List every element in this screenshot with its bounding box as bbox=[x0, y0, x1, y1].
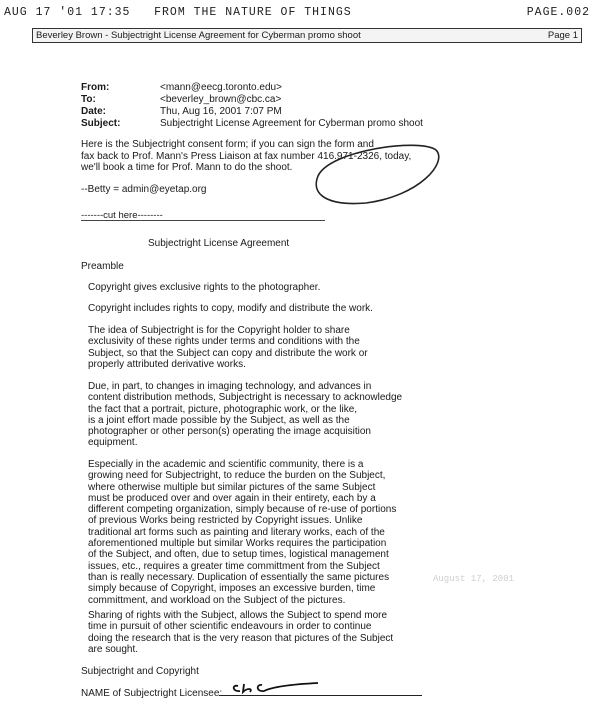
section-heading: Subjectright and Copyright bbox=[81, 666, 199, 677]
paragraph-3 bbox=[88, 325, 388, 370]
paragraph-line: traditional art forms such as painting and literary works, each of the bbox=[88, 526, 385, 538]
fax-header-sender: AUG 17 '01 17:35 FROM THE NATURE OF THINGS bbox=[4, 6, 352, 19]
paragraph-line: must be produced over and over again in their entirety, each by a bbox=[88, 492, 376, 504]
banner-title: Beverley Brown - Subjectright License Agreement for Cyberman promo shoot bbox=[36, 30, 361, 41]
paragraph-line: the fact that a portrait, picture, photographic work, or the like, bbox=[88, 403, 358, 415]
paragraph-line: of previous Works being restricted by Copyright issues. Unlike bbox=[88, 515, 363, 527]
to-value: <beverley_brown@cbc.ca> bbox=[160, 94, 282, 105]
handwritten-signature bbox=[228, 674, 324, 696]
paragraph-line: Subject, so that the Subject can copy and distribute the work or bbox=[88, 347, 368, 359]
intro-line: we'll book a time for Prof. Mann to do the shoot. bbox=[81, 162, 293, 173]
paragraph-line: Due, in part, to changes in imaging technology, and advances in bbox=[88, 381, 372, 392]
intro-line: fax back to Prof. Mann's Press Liaison at fax number 416.971-2326, today, bbox=[81, 150, 412, 162]
paragraph-4 bbox=[88, 381, 428, 449]
paragraph-line: where otherwise multiple but similar pictures of the same Subject bbox=[88, 481, 376, 493]
paragraph-line: different competing organization, simply because of re-use of portions bbox=[88, 504, 397, 516]
paragraph-line: Especially in the academic and scientific community, there is a bbox=[88, 459, 364, 470]
paragraph-line: issues, etc., requires a greater time committment from the Subject bbox=[88, 560, 380, 572]
date-label: Date: bbox=[81, 106, 107, 117]
paragraph-line: The idea of Subjectright is for the Copyright holder to share bbox=[88, 325, 350, 336]
paragraph-line: of the Subject, and often, due to setup times, logistical management bbox=[88, 549, 389, 561]
to-label: To: bbox=[81, 94, 96, 105]
from-label: From: bbox=[81, 82, 110, 93]
date-value: Thu, Aug 16, 2001 7:07 PM bbox=[160, 106, 282, 117]
paragraph-line: photographer or other person(s) operating the image acquisition bbox=[88, 426, 371, 438]
paragraph-line: content distribution methods, Subjectright is necessary to acknowledge bbox=[88, 392, 403, 404]
paragraph-1: Copyright gives exclusive rights to the photographer. bbox=[88, 282, 321, 293]
paragraph-line: exclusivity of these rights under terms and conditions with the bbox=[88, 336, 360, 348]
paragraph-line: time in pursuit of other scientific endeavours in order to continue bbox=[88, 621, 372, 633]
preamble-heading: Preamble bbox=[81, 261, 124, 272]
banner-page: Page 1 bbox=[547, 30, 578, 41]
paragraph-5 bbox=[88, 459, 428, 606]
licensee-name-label: NAME of Subjectright Licensee: bbox=[81, 688, 223, 699]
paragraph-line: properly attributed derivative works. bbox=[88, 358, 246, 370]
paragraph-line: equipment. bbox=[88, 437, 138, 449]
fax-page-number: PAGE.002 bbox=[526, 6, 590, 19]
faint-date-stamp: August 17, 2001 bbox=[433, 574, 515, 584]
paragraph-6 bbox=[88, 610, 428, 655]
paragraph-line: committment, and workload on the Subject of the pictures. bbox=[88, 594, 346, 606]
paragraph-line: is a joint effort made possible by the Subject, as well as the bbox=[88, 414, 350, 426]
paragraph-line: simply because of Copyright, imposes an excessive burden, time bbox=[88, 583, 376, 595]
paragraph-line: doing the research that is the very reason that pictures of the Subject bbox=[88, 632, 394, 644]
from-value: <mann@eecg.toronto.edu> bbox=[160, 82, 282, 93]
paragraph-line: aforementioned multiple but similar Works requires the participation bbox=[88, 538, 387, 550]
cut-here-marker: -------cut here-------- bbox=[81, 210, 163, 221]
paragraph-2: Copyright includes rights to copy, modify and distribute the work. bbox=[88, 303, 373, 314]
signature-line bbox=[219, 695, 422, 696]
agreement-title: Subjectright License Agreement bbox=[148, 238, 290, 249]
paragraph-line: growing need for Subjectright, to reduce the burden on the Subject, bbox=[88, 470, 386, 482]
intro-line: Here is the Subjectright consent form; if you can sign the form and bbox=[81, 139, 374, 150]
paragraph-line: than is really necessary. Duplication of essentially the same pictures bbox=[88, 571, 390, 583]
signoff: --Betty = admin@eyetap.org bbox=[81, 184, 207, 195]
subject-value: Subjectright License Agreement for Cyberman promo shoot bbox=[160, 118, 423, 129]
paragraph-line: are sought. bbox=[88, 643, 139, 655]
subject-label: Subject: bbox=[81, 118, 121, 129]
paragraph-line: Sharing of rights with the Subject, allows the Subject to spend more bbox=[88, 610, 388, 621]
divider bbox=[81, 220, 325, 221]
